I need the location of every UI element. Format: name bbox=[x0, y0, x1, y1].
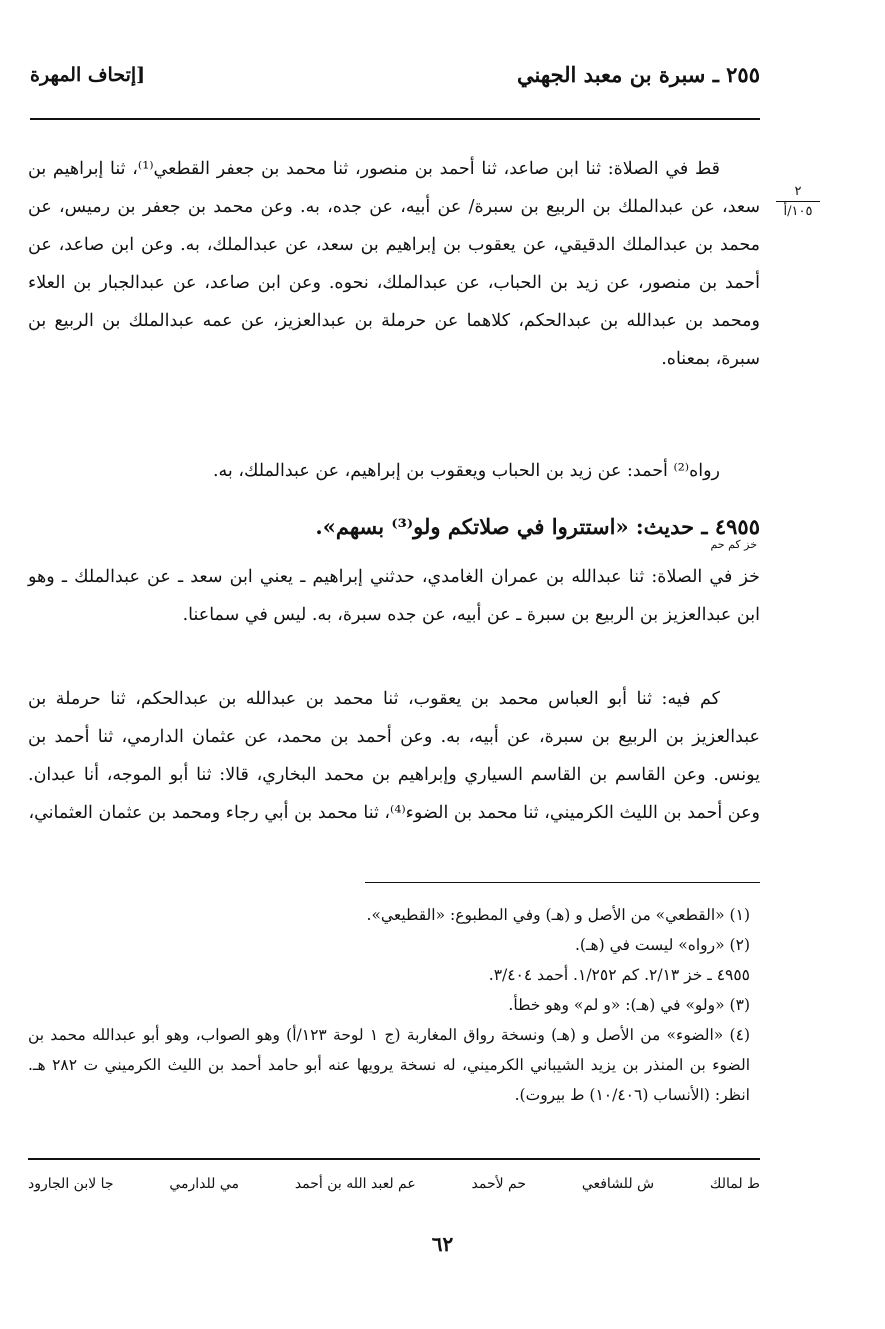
abbr-item: ط لمالك bbox=[709, 1176, 760, 1192]
abbr-item: مي للدارمي bbox=[169, 1176, 240, 1192]
abbr-item: عم لعبد الله بن أحمد bbox=[294, 1176, 416, 1192]
folio-number: ٢ bbox=[794, 184, 802, 199]
paragraph-km: كم فيه: ثنا أبو العباس محمد بن يعقوب، ثنا محمد بن عبدالله بن عبدالحكم، ثنا حرملة بن عبدالعزيز بن الربيع بن سبرة، عن أبيه، به. وعن أحمد بن محمد، عن عثمان الدارمي، ثنا أحمد بن يونس. وعن القاسم بن القاسم السياري وإبراهيم بن محمد البخاري، قالا: ثنا أبو الموجه، أنا عبدان. وعن أحمد بن الليث الكرميني، ثنا محمد بن الضوء⁽⁴⁾، ثنا محمد بن أبي رجاء ومحمد بن عثمان العثماني، bbox=[28, 689, 760, 823]
footnote-3: (٣) «ولو» في (هـ): «و لم» وهو خطأ. bbox=[508, 996, 750, 1014]
abbr-item: جا لابن الجارود bbox=[28, 1176, 114, 1192]
source-sigla: خز كم حم bbox=[710, 538, 757, 551]
footnote-1: (١) «القطعي» من الأصل و (هـ) وفي المطبوع: «القطيعي». bbox=[366, 906, 750, 924]
abbr-item: حم لأحمد bbox=[471, 1176, 527, 1192]
footnote-4: (٤) «الضوء» من الأصل و (هـ) ونسخة رواق المغاربة (ج ١ لوحة ١٢٣/أ) وهو الصواب، وهو أبو عبدالله محمد بن الضوء بن المنذر بن يزيد الشيباني الكرميني، له نسخة يرويها عنه أبو حامد أحمد بن الليث الكرميني ت ٢٨٢ هـ. انظر: (الأنساب (١٠/٤٠٦) ط بيروت). bbox=[28, 1026, 750, 1104]
abbreviations-rule bbox=[28, 1158, 760, 1160]
header-rule bbox=[30, 118, 760, 120]
paragraph-qt: قط في الصلاة: ثنا ابن صاعد، ثنا أحمد بن منصور، ثنا محمد بن جعفر القطعي⁽¹⁾، ثنا إبراهيم بن سعد، عن عبدالملك بن الربيع بن سبرة/ عن أبيه، عن جده، به. وعن محمد بن جعفر بن رميس، عن محمد بن عبدالملك الدقيقي، عن يعقوب بن إبراهيم بن سعد، عن عبدالملك، به. وعن ابن صاعد، عن أحمد بن منصور، عن زيد بن الحباب، عن عبدالملك، نحوه. وعن ابن صاعد، عن عبدالجبار بن العلاء ومحمد بن عبدالله بن عبدالحكم، كلاهما عن حرملة بن عبدالعزيز، عن عمه عبدالملك بن الربيع بن سبرة، بمعناه. bbox=[28, 159, 760, 369]
running-header bbox=[30, 62, 760, 106]
folio-divider bbox=[776, 201, 820, 202]
manuscript-folio-note bbox=[768, 184, 828, 219]
paragraph-khz: خز في الصلاة: ثنا عبدالله بن عمران الغامدي، حدثني إبراهيم ـ يعني ابن سعد ـ عن عبدالملك ـ وهو ابن عبدالعزيز بن الربيع بن سبرة ـ عن أبيه، عن جده سبرة، به. ليس في سماعنا. bbox=[28, 567, 760, 625]
hadith-heading: ٤٩٥٥ ـ حديث: «استتروا في صلاتكم ولو⁽³⁾ بسهم». bbox=[315, 514, 760, 539]
footnotes bbox=[28, 900, 760, 1110]
book-title: [إتحاف المهرة bbox=[30, 64, 146, 86]
paragraph-ahmad: رواه⁽²⁾ أحمد: عن زيد بن الحباب ويعقوب بن إبراهيم، عن عبدالملك، به. bbox=[212, 461, 720, 481]
chapter-title: ٢٥٥ ـ سبرة بن معبد الجهني bbox=[517, 62, 760, 87]
footnote-rule bbox=[365, 882, 760, 883]
page-number: ٦٢ bbox=[431, 1232, 454, 1256]
footnote-2: (٢) «رواه» ليست في (هـ). bbox=[574, 936, 750, 954]
folio-leaf: ١٠٥/أ bbox=[783, 204, 813, 219]
abbr-item: ش للشافعي bbox=[581, 1176, 655, 1192]
abbreviations-key bbox=[28, 1176, 760, 1192]
footnote-source-refs: ٤٩٥٥ ـ خز ٢/١٣. كم ١/٢٥٢. أحمد ٣/٤٠٤. bbox=[488, 966, 750, 984]
